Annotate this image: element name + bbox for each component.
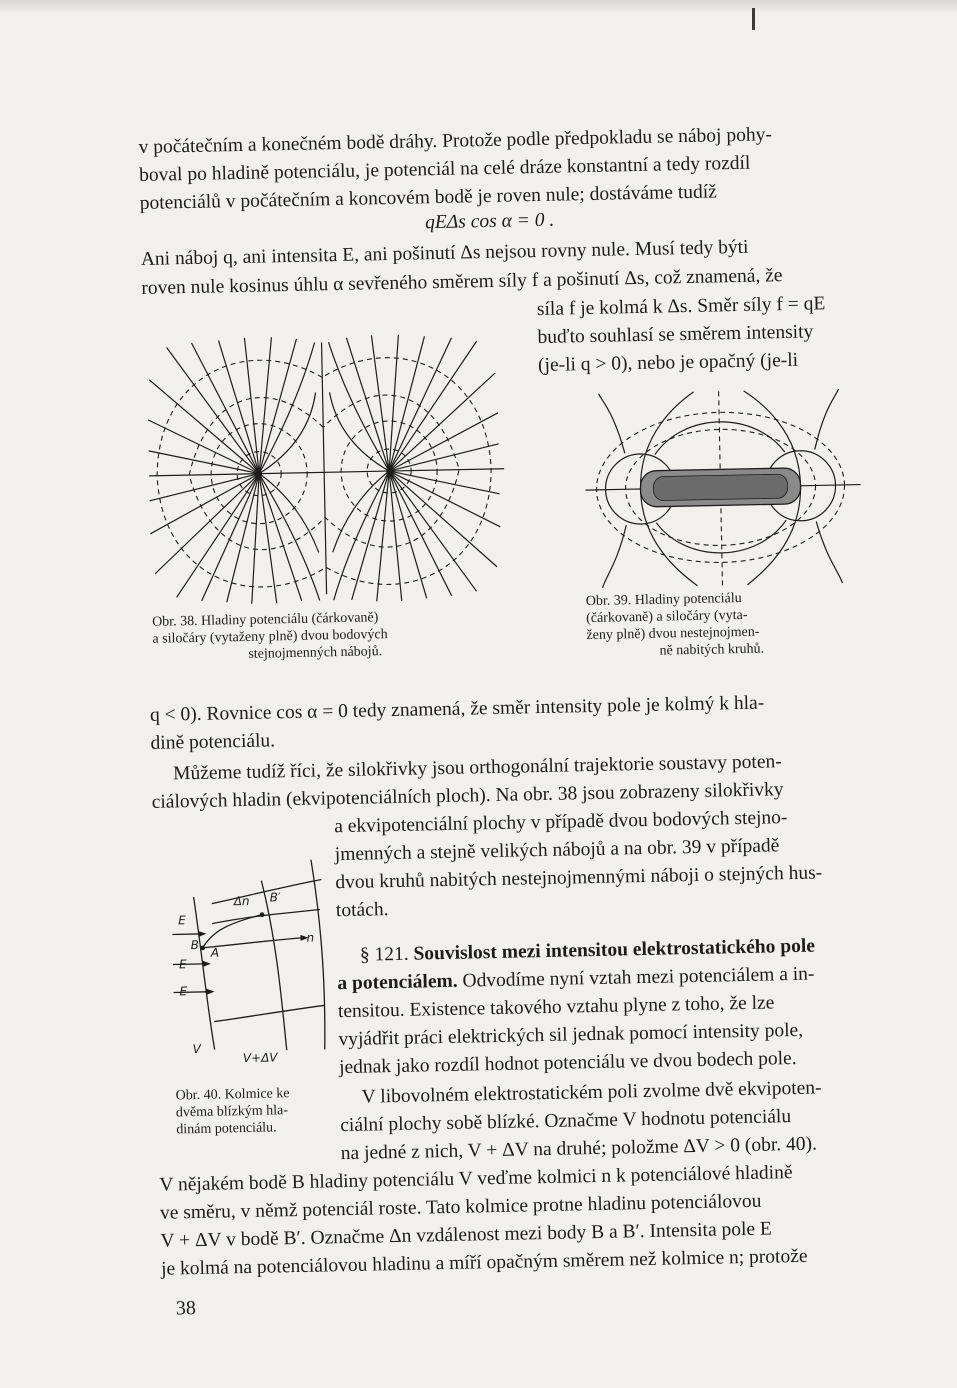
text-line: boval po hladině potenciálu, je potenciál na celé dráze konstantní a tedy rozdíl [138, 152, 751, 186]
fig40-label-a: A [210, 945, 220, 960]
text-line: vyjádřit práci elektrických sil jednak pomocí intensity pole, [338, 1019, 804, 1051]
text-line: jednak jako rozdíl hodnot potenciálu ve dvou bodech pole. [338, 1047, 797, 1079]
text-line: Můžeme tudíž říci, že silokřivky jsou orthogonální trajektorie soustavy poten- [172, 751, 782, 785]
figure-40 [171, 849, 335, 1067]
text-line: V + ΔV v bodě B′. Označme Δn vzdálenost mezi body B a B′. Intensita pole E [160, 1218, 773, 1252]
caption-fig40-line1: Obr. 40. Kolmice ke [175, 1086, 290, 1104]
section-title-cont: a potenciálem. [337, 970, 458, 995]
text-line: dvou kruhů nabitých nestejnojmennými náboji o stejných hus- [335, 862, 823, 894]
book-page [138, 103, 933, 1348]
fig40-label-e2: E [178, 957, 187, 972]
caption-fig40-line2: dvěma blízkým hla- [175, 1103, 289, 1121]
caption-fig38-line1: Obr. 38. Hladiny potenciálu (čárkovaně) [151, 610, 379, 630]
text-line: roven nule kosinus úhlu α sevřeného směrem síly f a pošinutí Δs, což znamená, že [141, 265, 783, 299]
fig40-label-dn: Δn [233, 893, 250, 909]
text-line: dině potenciálu. [150, 730, 276, 754]
fig40-label-v: V [192, 1041, 202, 1057]
scan-edge [0, 0, 957, 14]
equation: qEΔs cos α = 0 . [424, 209, 555, 234]
text-line: tensitou. Existence takového vztahu plyne z toho, že lze [337, 992, 775, 1023]
text-line: (je-li q > 0), nebo je opačný (je-li [537, 349, 799, 377]
caption-fig39-line2: (čárkovaně) a siločáry (vyta- [585, 607, 748, 627]
caption-fig39-line4: ně nabitých kruhů. [659, 641, 765, 659]
text-line: ciální plochy sobě blízké. Označme V hodnotu potenciálu [340, 1106, 792, 1137]
fig40-label-b: B [190, 937, 199, 953]
section-number: § 121. [359, 943, 409, 966]
text-line: totách. [335, 899, 389, 922]
text-line: potenciálů v počátečním a koncovém bodě je roven nule; dostáváme tudíž [139, 181, 718, 214]
text-line: a ekvipotenciální plochy v případě dvou bodových stejno- [334, 807, 788, 838]
fig40-label-bprime: B′ [269, 890, 281, 905]
fig40-label-e1: E [177, 913, 186, 928]
text-line: je kolmá na potenciálovou hladinu a míří opačným směrem než kolmice n; protože [160, 1245, 808, 1280]
fig40-label-e3: E [179, 984, 188, 999]
text-line: ve směru, v němž potenciál roste. Tato kolmice protne hladinu potenciálovou [159, 1190, 762, 1224]
fig40-label-vdv: V+ΔV [242, 1050, 278, 1066]
scan-mark [752, 8, 755, 30]
text-line: Odvodíme nyní vztah mezi potenciálem a in- [462, 963, 815, 992]
text-line: ciálových hladin (ekvipotenciálních ploch). Na obr. 38 jsou zobrazeny silokřivky [151, 779, 784, 813]
page-number: 38 [175, 1297, 197, 1320]
caption-fig38-line2: a siločáry (vytaženy plně) dvou bodových [152, 627, 388, 647]
caption-fig39-line3: ženy plně) dvou nestejnojmen- [586, 624, 760, 644]
text-line: síla f je kolmá k Δs. Směr síly f = qE [536, 293, 826, 321]
text-line: V nějakém bodě B hladiny potenciálu V veďme kolmici n k potenciálové hladině [159, 1162, 793, 1196]
text-line: Ani náboj q, ani intensita E, ani pošinutí Δs nejsou rovny nule. Musí tedy býti [140, 236, 749, 270]
text-line: q < 0). Rovnice cos α = 0 tedy znamená, že směr intensity pole je kolmý k hla- [149, 692, 765, 726]
text-line: na jedné z nich, V + ΔV na druhé; položme ΔV > 0 (obr. 40). [340, 1133, 818, 1165]
caption-fig38-line3: stejnojmenných nábojů. [248, 644, 383, 662]
caption-fig40-line3: dinám potenciálu. [176, 1120, 277, 1138]
figure-39 [584, 388, 868, 594]
text-line: jmenných a stejně velikých nábojů a na obr. 39 v případě [334, 835, 780, 866]
fig40-label-n: n [306, 930, 315, 945]
text-line: V libovolném elektrostatickém poli zvolme dvě ekvipoten- [361, 1077, 822, 1108]
text-line: buďto souhlasí se směrem intensity [537, 321, 814, 349]
caption-fig39-line1: Obr. 39. Hladiny potenciálu [585, 590, 742, 610]
text-line: v počátečním a konečném bodě dráhy. Protože podle předpokladu se náboj pohy- [138, 124, 773, 158]
section-title: Souvislost mezi intensitou elektrostatického pole [413, 935, 816, 965]
figure-38 [146, 329, 511, 606]
